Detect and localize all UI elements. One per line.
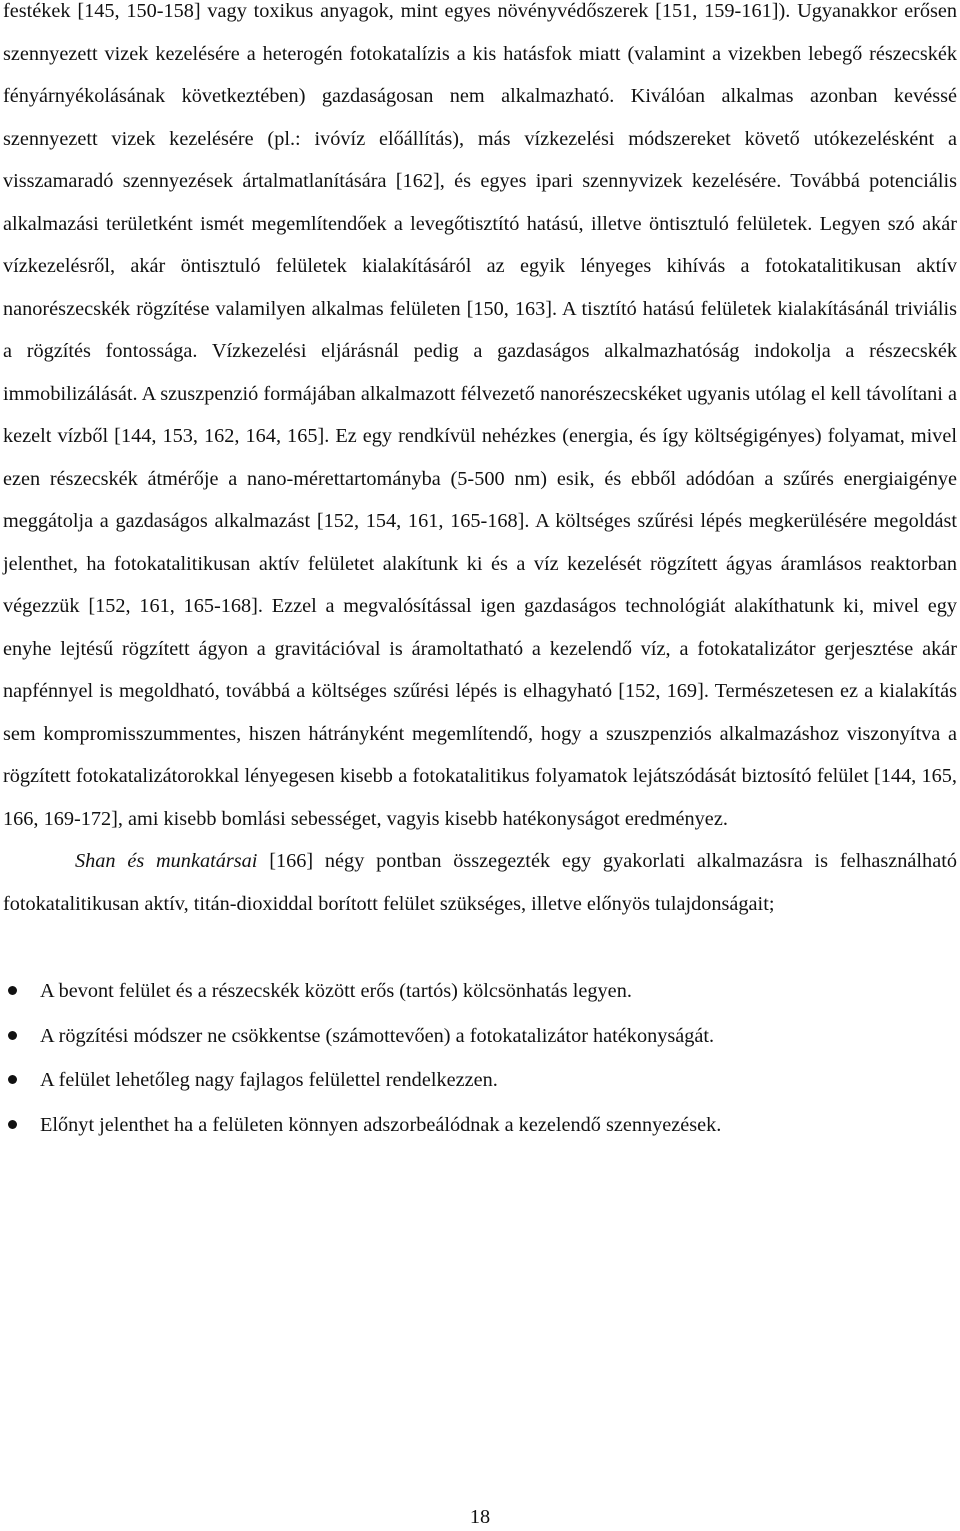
list-item	[3, 1058, 957, 1103]
sentence: Kiválóan alkalmas azonban kevéssé szennyezett vizek kezelésére (pl.: ivóvíz előállítás), más vízkezelési módszereket követő utókezelésként a visszamaradó szennyezések ártalmatlanítására [162], és egyes ipari szennyvizek kezelésére.	[3, 85, 957, 192]
list-item	[3, 969, 957, 1014]
sentence: Ez egy rendkívül nehézkes (energia, és így költségigényes) folyamat, mivel ezen részecskék átmérője a nano-mérettartományba (5-500 nm) esik, és ebből adódóan a szűrés energiaigénye meggátolja a gazdaságos alkalmazást [152, 154, 161, 165-168].	[3, 425, 958, 532]
bullet-icon	[8, 1031, 17, 1040]
list-item	[3, 1014, 957, 1059]
sentence: Természetesen ez a kialakítás sem kompromisszummentes, hiszen hátrányként megemlítendő, hogy a szuszpenziós alkalmazáshoz viszonyítva a rögzített fotokatalizátorokkal lényegesen kisebb a fotokatalitikus folyamatok lejátszódását biztosító felület [144, 165, 166, 169-172], ami kisebb bomlási sebességet, vagyis kisebb hatékonyságot eredményez.	[3, 680, 957, 830]
sentence: Vízkezelési eljárásnál pedig a gazdaságos alkalmazhatóság indokolja a részecskék immobilizálását.	[3, 340, 957, 405]
bullet-icon	[8, 1120, 17, 1129]
body-text	[3, 0, 957, 925]
sentence: Legyen szó akár vízkezelésről, akár öntisztuló felületek kialakításáról az egyik lényeges kihívás a fotokatalitikusan aktív nanorészecskék rögzítése valamilyen alkalmas felületen [150, 163].	[3, 212, 957, 320]
bullet-icon	[8, 1075, 17, 1084]
sentence: Ugyanakkor erősen szennyezett vizek kezelésére a heterogén fotokatalízis a kis hatásfok miatt (valamint a vizekben lebegő részecskék fényárnyékolásának következtében) gazdaságosan nem alkalmazható.	[3, 0, 958, 107]
list-item-text: A felület lehetőleg nagy fajlagos felülettel rendelkezzen.	[40, 1069, 498, 1091]
sentence: A költséges szűrési lépés megkerülésére megoldást jelenthet, ha fotokatalitikusan aktív felületet alakítunk ki és a víz kezelését rögzített ágyas áramlásos reaktorban végezzük [152, 161, 165-168].	[3, 510, 958, 617]
list-item	[3, 1103, 957, 1148]
sentence: A szuszpenzió formájában alkalmazott félvezető nanorészecskéket ugyanis utólag el kell távolítani a kezelt vízből [144, 153, 162, 164, 165].	[3, 382, 958, 447]
sentence: Ezzel a megvalósítással igen gazdaságos technológiát alakíthatunk ki, mivel egy enyhe lejtésű rögzített ágyon a gravitációval is áramoltatható a kezelendő víz, a fotokatalizátor gerjesztése akár napfénnyel is megoldható, továbbá a költséges szűrési lépés is elhagyható [152, 169].	[3, 595, 957, 702]
paragraph-water-treatment	[3, 0, 957, 840]
requirements-list	[3, 969, 957, 1147]
bullet-icon	[8, 986, 17, 995]
paragraph-text: [166] négy pontban összegezték egy gyakorlati alkalmazásra is felhasználható fotokatalitikusan aktív, titán-dioxiddal borított felület szükséges, illetve előnyös tulajdonságait;	[3, 850, 957, 915]
sentence: festékek [145, 150-158] vagy toxikus anyagok, mint egyes növényvédőszerek [151, 159-161]).	[3, 0, 791, 22]
page-number: 18	[469, 1506, 491, 1528]
sentence: Továbbá potenciális alkalmazási területként ismét megemlítendőek a levegőtisztító hatású, illetve öntisztuló felületek.	[3, 170, 957, 235]
author-citation: Shan és munkatársai	[75, 850, 258, 872]
paragraph-shan-summary	[3, 840, 957, 925]
list-item-text: A rögzítési módszer ne csökkentse (számottevően) a fotokatalizátor hatékonyságát.	[40, 1024, 715, 1047]
sentence: A tisztító hatású felületek kialakításánál triviális a rögzítés fontossága.	[3, 297, 957, 362]
list-item-text: A bevont felület és a részecskék között erős (tartós) kölcsönhatás legyen.	[40, 980, 632, 1002]
list-item-text: Előnyt jelenthet ha a felületen könnyen adszorbeálódnak a kezelendő szennyezések.	[40, 1113, 722, 1136]
